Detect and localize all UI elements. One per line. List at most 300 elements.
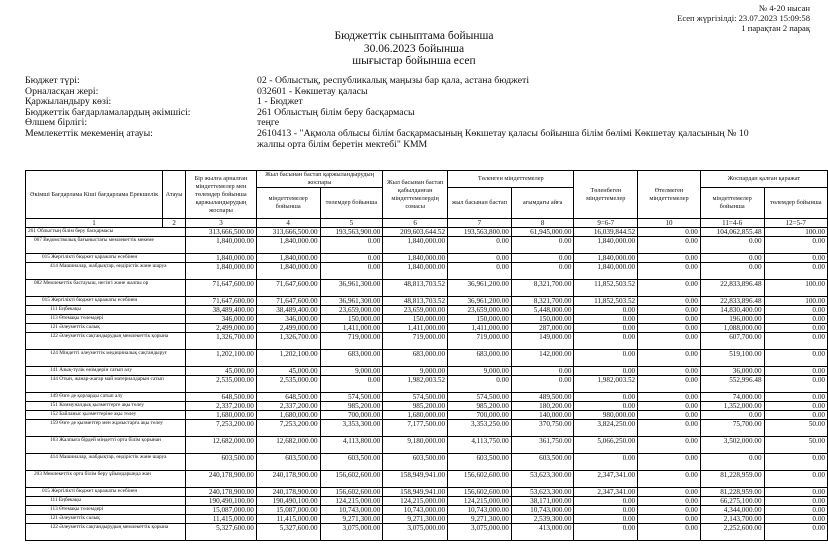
cell-value: 0.00 bbox=[700, 254, 764, 263]
cell-value: 1,982,003.52 bbox=[383, 376, 448, 393]
cell-value: 0.00 bbox=[764, 315, 827, 324]
cell-value: 1,840,000.00 bbox=[383, 237, 448, 254]
table-row bbox=[26, 315, 828, 324]
cell-value: 9,271,300.00 bbox=[320, 515, 383, 524]
cell-value: 4,113,750.00 bbox=[448, 437, 512, 454]
cell-value: 0.00 bbox=[764, 402, 827, 411]
column-number: 9=6-7 bbox=[574, 219, 638, 228]
column-number: 10 bbox=[638, 219, 701, 228]
cell-value: 0.00 bbox=[638, 280, 701, 297]
row-label bbox=[26, 411, 186, 420]
page-indicator: 1 парақтан 2 парақ bbox=[741, 23, 810, 33]
cell-value: 3,075,000.00 bbox=[383, 524, 448, 541]
cell-value: 700,000.00 bbox=[320, 411, 383, 420]
cell-value: 0.00 bbox=[764, 376, 827, 393]
table-row bbox=[26, 350, 828, 367]
cell-value: 1,982,003.52 bbox=[574, 376, 638, 393]
cell-value: 5,327,600.00 bbox=[256, 524, 320, 541]
cell-value: 0.00 bbox=[511, 367, 574, 376]
cell-value: 2,143,700.00 bbox=[700, 515, 764, 524]
cell-value: 0.00 bbox=[574, 524, 638, 541]
cell-value: 11,852,503.52 bbox=[574, 297, 638, 306]
cell-value: 9,000.00 bbox=[320, 367, 383, 376]
cell-value: 0.00 bbox=[764, 393, 827, 402]
col-group-paid: Төленген міндеттемелер bbox=[448, 171, 574, 188]
row-label bbox=[26, 324, 186, 333]
cell-value: 150,000.00 bbox=[320, 315, 383, 324]
cell-value: 3,353,250.00 bbox=[448, 420, 512, 437]
cell-value: 3,075,000.00 bbox=[448, 524, 512, 541]
row-label-text: 122 Әлеуметтік сақтандырудың мемлекеттік қорына bbox=[50, 333, 169, 339]
cell-value: 0.00 bbox=[511, 263, 574, 280]
row-label bbox=[26, 263, 186, 280]
cell-value: 0.00 bbox=[700, 454, 764, 471]
cell-value: 66,275,100.00 bbox=[700, 497, 764, 506]
cell-value: 0.00 bbox=[638, 411, 701, 420]
cell-value: 0.00 bbox=[638, 350, 701, 367]
cell-value: 0.00 bbox=[764, 488, 827, 497]
table-row bbox=[26, 471, 828, 488]
cell-value: 1,411,000.00 bbox=[448, 324, 512, 333]
cell-value: 683,000.00 bbox=[383, 350, 448, 367]
table-row bbox=[26, 376, 828, 393]
cell-value: 0.00 bbox=[764, 367, 827, 376]
cell-value: 0.00 bbox=[764, 333, 827, 350]
cell-value: 603,500.00 bbox=[320, 454, 383, 471]
cell-value: 1,840,000.00 bbox=[256, 254, 320, 263]
table-row bbox=[26, 263, 828, 280]
cell-value: 370,750.00 bbox=[511, 420, 574, 437]
cell-value: 552,996.48 bbox=[700, 376, 764, 393]
column-number-row bbox=[26, 219, 828, 228]
cell-value: 9,000.00 bbox=[383, 367, 448, 376]
cell-value: 0.00 bbox=[574, 306, 638, 315]
row-label-text: 015 Жергілікті бюджет қаражаты есебінен bbox=[42, 254, 138, 260]
cell-value: 10,743,000.00 bbox=[448, 506, 512, 515]
cell-value: 14,830,400.00 bbox=[700, 306, 764, 315]
cell-value: 10,743,000.00 bbox=[511, 506, 574, 515]
cell-value: 53,623,300.00 bbox=[511, 488, 574, 497]
cell-value: 0.00 bbox=[574, 497, 638, 506]
col-header-ytd-obligations: міндеттемелер бойынша bbox=[256, 188, 320, 219]
cell-value: 5,327,600.00 bbox=[186, 524, 257, 541]
cell-value: 0.00 bbox=[764, 306, 827, 315]
cell-value: 3,824,250.00 bbox=[574, 420, 638, 437]
cell-value: 0.00 bbox=[574, 402, 638, 411]
table-row bbox=[26, 437, 828, 454]
metadata-label: Өлшем бірлігі: bbox=[25, 117, 88, 129]
cell-value: 38,489,400.00 bbox=[256, 306, 320, 315]
cell-value: 0.00 bbox=[700, 263, 764, 280]
cell-value: 100.00 bbox=[764, 297, 827, 306]
cell-value: 36,961,300.00 bbox=[320, 297, 383, 306]
cell-value: 9,271,300.00 bbox=[448, 515, 512, 524]
table-row bbox=[26, 497, 828, 506]
cell-value: 413,000.00 bbox=[511, 524, 574, 541]
cell-value: 5,066,250.00 bbox=[574, 437, 638, 454]
cell-value: 683,000.00 bbox=[448, 350, 512, 367]
cell-value: 0.00 bbox=[638, 324, 701, 333]
cell-value: 240,178,900.00 bbox=[256, 488, 320, 497]
cell-value: 149,000.00 bbox=[511, 333, 574, 350]
cell-value: 100.00 bbox=[764, 280, 827, 297]
cell-value: 11,415,000.00 bbox=[186, 515, 257, 524]
cell-value: 1,352,000.00 bbox=[700, 402, 764, 411]
row-label bbox=[26, 420, 186, 437]
cell-value: 7,253,200.00 bbox=[186, 420, 257, 437]
col-header-rem-obligations: міндеттемелер бойынша bbox=[700, 188, 764, 219]
row-label bbox=[26, 350, 186, 367]
cell-value: 0.00 bbox=[764, 237, 827, 254]
cell-value: 11,415,000.00 bbox=[256, 515, 320, 524]
cell-value: 0.00 bbox=[638, 506, 701, 515]
cell-value: 0.00 bbox=[764, 497, 827, 506]
cell-value: 0.00 bbox=[638, 315, 701, 324]
cell-value: 156,602,600.00 bbox=[320, 471, 383, 488]
cell-value: 124,215,000.00 bbox=[383, 497, 448, 506]
cell-value: 519,100.00 bbox=[700, 350, 764, 367]
cell-value: 1,202,100.00 bbox=[186, 350, 257, 367]
col-header-unpaid: Төленбеген міндеттемелер bbox=[574, 171, 638, 219]
cell-value: 574,500.00 bbox=[383, 393, 448, 402]
cell-value: 1,840,000.00 bbox=[186, 263, 257, 280]
row-label-text: 141 Азық-түлік өнімдерін сатып алу bbox=[50, 367, 133, 373]
cell-value: 346,000.00 bbox=[186, 315, 257, 324]
row-label bbox=[26, 506, 186, 515]
row-label bbox=[26, 471, 186, 488]
cell-value: 2,499,000.00 bbox=[186, 324, 257, 333]
row-label bbox=[26, 297, 186, 306]
cell-value: 100.00 bbox=[764, 228, 827, 237]
cell-value: 7,253,200.00 bbox=[256, 420, 320, 437]
cell-value: 603,500.00 bbox=[511, 454, 574, 471]
cell-value: 71,647,600.00 bbox=[186, 280, 257, 297]
cell-value: 0.00 bbox=[320, 376, 383, 393]
cell-value: 346,000.00 bbox=[256, 315, 320, 324]
cell-value: 240,178,900.00 bbox=[256, 471, 320, 488]
metadata-value: 2610413 - "Ақмола облысы білім басқармасының Көкшетау қаласы бойынша білім бөлімі Көкшетау қаласының № 10 жалпы орта білім беретін мектебі" КММ bbox=[257, 127, 749, 150]
cell-value: 22,833,896.48 bbox=[700, 297, 764, 306]
row-label-text: 159 Өзге де қызметтер мен жұмыстарға ақы төлеу bbox=[50, 420, 164, 426]
row-label-text: 121 Әлеуметтік салық bbox=[50, 324, 100, 330]
cell-value: 0.00 bbox=[574, 367, 638, 376]
cell-value: 23,659,000.00 bbox=[383, 306, 448, 315]
col-header-paid-ytd: жыл басынан бастап bbox=[448, 188, 512, 219]
cell-value: 0.00 bbox=[764, 524, 827, 541]
cell-value: 648,500.00 bbox=[186, 393, 257, 402]
cell-value: 719,000.00 bbox=[320, 333, 383, 350]
cell-value: 1,840,000.00 bbox=[256, 263, 320, 280]
cell-value: 985,200.00 bbox=[448, 402, 512, 411]
row-label-text: 124 Міндетті әлеуметтік медициналық сақтандыруғ bbox=[50, 350, 167, 356]
cell-value: 12,682,000.00 bbox=[186, 437, 257, 454]
table-row bbox=[26, 228, 828, 237]
column-number: 8 bbox=[511, 219, 574, 228]
cell-value: 12,682,000.00 bbox=[256, 437, 320, 454]
col-header-paid-month: ағымдағы айға bbox=[511, 188, 574, 219]
cell-value: 50.00 bbox=[764, 437, 827, 454]
table-row bbox=[26, 515, 828, 524]
table-row bbox=[26, 454, 828, 471]
cell-value: 0.00 bbox=[638, 367, 701, 376]
cell-value: 61,945,000.00 bbox=[511, 228, 574, 237]
cell-value: 0.00 bbox=[764, 263, 827, 280]
cell-value: 156,602,600.00 bbox=[320, 488, 383, 497]
cell-value: 0.00 bbox=[700, 411, 764, 420]
column-number: 12=5-7 bbox=[764, 219, 827, 228]
cell-value: 313,666,500.00 bbox=[186, 228, 257, 237]
col-group-ytd-plan: Жыл басынан бастап қаржыландырудың жоспары bbox=[256, 171, 382, 188]
cell-value: 9,180,000.00 bbox=[383, 437, 448, 454]
cell-value: 0.00 bbox=[638, 376, 701, 393]
cell-value: 0.00 bbox=[764, 350, 827, 367]
cell-value: 1,840,000.00 bbox=[256, 237, 320, 254]
table-row bbox=[26, 237, 828, 254]
cell-value: 0.00 bbox=[764, 324, 827, 333]
cell-value: 1,680,000.00 bbox=[383, 411, 448, 420]
cell-value: 190,490,100.00 bbox=[256, 497, 320, 506]
row-label bbox=[26, 454, 186, 471]
metadata-label: Мемлекеттік мекеменің атауы: bbox=[25, 127, 153, 139]
cell-value: 23,659,000.00 bbox=[320, 306, 383, 315]
column-number: 6 bbox=[383, 219, 448, 228]
cell-value: 0.00 bbox=[574, 506, 638, 515]
cell-value: 4,113,800.00 bbox=[320, 437, 383, 454]
cell-value: 16,039,844.52 bbox=[574, 228, 638, 237]
cell-value: 3,502,000.00 bbox=[700, 437, 764, 454]
cell-value: 607,700.00 bbox=[700, 333, 764, 350]
col-header-name: Атауы bbox=[163, 171, 186, 219]
row-label bbox=[26, 228, 186, 237]
cell-value: 0.00 bbox=[638, 254, 701, 263]
cell-value: 10,743,000.00 bbox=[320, 506, 383, 515]
report-timestamp: Есеп жүргізілді: 23.07.2023 15:09:58 bbox=[677, 13, 810, 23]
title-line-2: 30.06.2023 бойынша bbox=[363, 42, 465, 55]
report-header-info bbox=[677, 3, 810, 33]
cell-value: 81,228,959.00 bbox=[700, 471, 764, 488]
cell-value: 0.00 bbox=[700, 237, 764, 254]
cell-value: 196,000.00 bbox=[700, 315, 764, 324]
cell-value: 719,000.00 bbox=[383, 333, 448, 350]
cell-value: 0.00 bbox=[574, 333, 638, 350]
cell-value: 0.00 bbox=[574, 350, 638, 367]
cell-value: 1,326,700.00 bbox=[186, 333, 257, 350]
cell-value: 193,563,900.00 bbox=[320, 228, 383, 237]
cell-value: 2,337,200.00 bbox=[256, 402, 320, 411]
row-label-text: 149 Өзге де қорларды сатып алу bbox=[50, 393, 123, 399]
cell-value: 2,347,341.00 bbox=[574, 471, 638, 488]
cell-value: 574,500.00 bbox=[320, 393, 383, 402]
cell-value: 1,840,000.00 bbox=[383, 254, 448, 263]
form-number: № 4-20 нысан bbox=[759, 3, 810, 13]
cell-value: 683,000.00 bbox=[320, 350, 383, 367]
row-label-text: 082 Мемлекеттік бастауыш, негізгі және жалпы ор bbox=[34, 280, 149, 286]
cell-value: 209,603,644.52 bbox=[383, 228, 448, 237]
row-label bbox=[26, 333, 186, 350]
cell-value: 36,961,200.00 bbox=[448, 280, 512, 297]
cell-value: 48,813,703.52 bbox=[383, 297, 448, 306]
cell-value: 361,750.00 bbox=[511, 437, 574, 454]
cell-value: 8,321,700.00 bbox=[511, 280, 574, 297]
cell-value: 1,840,000.00 bbox=[574, 254, 638, 263]
cell-value: 190,490,100.00 bbox=[186, 497, 257, 506]
cell-value: 0.00 bbox=[638, 263, 701, 280]
row-label bbox=[26, 315, 186, 324]
col-group-remaining: Жоспардан қалған қаражат bbox=[700, 171, 827, 188]
column-number: 5 bbox=[320, 219, 383, 228]
cell-value: 0.00 bbox=[764, 506, 827, 515]
cell-value: 124,215,000.00 bbox=[320, 497, 383, 506]
cell-value: 0.00 bbox=[638, 393, 701, 402]
cell-value: 1,202,100.00 bbox=[256, 350, 320, 367]
col-header-rem-payments: төлемдер бойынша bbox=[764, 188, 827, 219]
cell-value: 0.00 bbox=[574, 515, 638, 524]
cell-value: 5,448,000.00 bbox=[511, 306, 574, 315]
column-number: 1 bbox=[26, 219, 163, 228]
cell-value: 50.00 bbox=[764, 420, 827, 437]
cell-value: 0.00 bbox=[511, 376, 574, 393]
cell-value: 0.00 bbox=[638, 228, 701, 237]
cell-value: 1,840,000.00 bbox=[383, 263, 448, 280]
cell-value: 150,000.00 bbox=[511, 315, 574, 324]
cell-value: 0.00 bbox=[764, 254, 827, 263]
cell-value: 75,700.00 bbox=[700, 420, 764, 437]
row-label-text: 163 Жалпыға бірдей міндетті орта білім қорынан bbox=[50, 437, 161, 443]
cell-value: 0.00 bbox=[448, 254, 512, 263]
row-label-text: 111 Еңбекақы bbox=[50, 497, 81, 503]
cell-value: 71,647,600.00 bbox=[256, 297, 320, 306]
cell-value: 0.00 bbox=[638, 297, 701, 306]
cell-value: 0.00 bbox=[764, 454, 827, 471]
cell-value: 719,000.00 bbox=[448, 333, 512, 350]
cell-value: 7,177,500.00 bbox=[383, 420, 448, 437]
cell-value: 287,000.00 bbox=[511, 324, 574, 333]
cell-value: 1,840,000.00 bbox=[574, 263, 638, 280]
cell-value: 0.00 bbox=[764, 515, 827, 524]
metadata-label: Бюджеттік бағдарламалардың әкімшісі: bbox=[25, 106, 191, 118]
cell-value: 9,000.00 bbox=[448, 367, 512, 376]
row-label-text: 151 Коммуналдық қызметтерге ақы төлеу bbox=[50, 402, 145, 408]
cell-value: 0.00 bbox=[638, 237, 701, 254]
cell-value: 0.00 bbox=[448, 237, 512, 254]
cell-value: 985,200.00 bbox=[383, 402, 448, 411]
cell-value: 2,535,000.00 bbox=[186, 376, 257, 393]
cell-value: 15,087,000.00 bbox=[186, 506, 257, 515]
cell-value: 0.00 bbox=[448, 263, 512, 280]
column-number: 7 bbox=[448, 219, 512, 228]
metadata-value: теңге bbox=[257, 117, 280, 129]
cell-value: 38,171,000.00 bbox=[511, 497, 574, 506]
cell-value: 0.00 bbox=[764, 411, 827, 420]
table-row bbox=[26, 333, 828, 350]
cell-value: 2,539,300.00 bbox=[511, 515, 574, 524]
cell-value: 0.00 bbox=[574, 315, 638, 324]
row-label bbox=[26, 367, 186, 376]
row-label bbox=[26, 393, 186, 402]
cell-value: 104,062,855.48 bbox=[700, 228, 764, 237]
cell-value: 53,623,300.00 bbox=[511, 471, 574, 488]
cell-value: 603,500.00 bbox=[256, 454, 320, 471]
row-label-text: 203 Мемлекеттік орта білім беру ұйымдарында жан bbox=[34, 471, 151, 477]
cell-value: 3,353,300.00 bbox=[320, 420, 383, 437]
row-label-text: 113 Өтемақы төлемдері bbox=[50, 506, 104, 512]
table-row bbox=[26, 367, 828, 376]
metadata-row bbox=[25, 76, 757, 87]
row-label-text: 111 Еңбекақы bbox=[50, 306, 81, 312]
cell-value: 142,000.00 bbox=[511, 350, 574, 367]
cell-value: 603,500.00 bbox=[448, 454, 512, 471]
row-label-text: 015 Жергілікті бюджет қаражаты есебінен bbox=[42, 297, 138, 303]
row-label-text: 067 Ведомстволық бағыныстағы мемлекеттік мекеме bbox=[34, 237, 154, 243]
row-label-text: 113 Өтемақы төлемдері bbox=[50, 315, 104, 321]
cell-value: 0.00 bbox=[320, 254, 383, 263]
cell-value: 156,602,600.00 bbox=[448, 488, 512, 497]
row-label bbox=[26, 376, 186, 393]
metadata-value: 261 Облыстың білім беру басқармасы bbox=[257, 106, 415, 118]
row-label-text: 121 Әлеуметтік салық bbox=[50, 515, 100, 521]
cell-value: 0.00 bbox=[638, 515, 701, 524]
cell-value: 8,321,700.00 bbox=[511, 297, 574, 306]
cell-value: 0.00 bbox=[638, 437, 701, 454]
cell-value: 11,852,503.52 bbox=[574, 280, 638, 297]
cell-value: 0.00 bbox=[320, 237, 383, 254]
cell-value: 38,489,400.00 bbox=[186, 306, 257, 315]
metadata-label: Қаржыландыру көзі: bbox=[25, 96, 112, 108]
cell-value: 81,228,959.00 bbox=[700, 488, 764, 497]
title-line-3: шығыстар бойынша есеп bbox=[352, 55, 476, 67]
cell-value: 603,500.00 bbox=[186, 454, 257, 471]
col-header-code: Әкімші Бағдарлама Кіші бағдарлама Ерекшелік bbox=[26, 171, 163, 219]
cell-value: 0.00 bbox=[638, 306, 701, 315]
cell-value: 313,666,500.00 bbox=[256, 228, 320, 237]
row-label bbox=[26, 254, 186, 263]
metadata-value: 02 - Облыстық, республикалық маңызы бар қала, астана бюджеті bbox=[257, 75, 530, 86]
table-row bbox=[26, 280, 828, 297]
col-header-accepted: Жыл басынан бастап қабылданған міндеттемелердің сомасы bbox=[383, 171, 448, 219]
cell-value: 45,000.00 bbox=[256, 367, 320, 376]
row-label-text: 152 Байланыс қызметтеріне ақы төлеу bbox=[50, 411, 137, 417]
cell-value: 985,200.00 bbox=[320, 402, 383, 411]
column-number: 4 bbox=[256, 219, 320, 228]
row-label-text: 414 Машиналар, жабдықтар, өндірістік және шаруа bbox=[50, 263, 167, 269]
row-label-text: 261 Облыстың білім беру басқармасы bbox=[28, 228, 114, 234]
cell-value: 1,840,000.00 bbox=[186, 237, 257, 254]
row-label bbox=[26, 488, 186, 497]
table-row bbox=[26, 488, 828, 497]
title-line-1: Бюджеттік сыныптама бойынша bbox=[334, 30, 494, 42]
cell-value: 1,088,000.00 bbox=[700, 324, 764, 333]
cell-value: 0.00 bbox=[574, 324, 638, 333]
row-label-text: 015 Жергілікті бюджет қаражаты есебінен bbox=[42, 488, 138, 494]
cell-value: 150,000.00 bbox=[448, 315, 512, 324]
cell-value: 2,337,200.00 bbox=[186, 402, 257, 411]
cell-value: 2,252,600.00 bbox=[700, 524, 764, 541]
cell-value: 2,499,000.00 bbox=[256, 324, 320, 333]
cell-value: 158,949,941.00 bbox=[383, 488, 448, 497]
row-label bbox=[26, 497, 186, 506]
cell-value: 1,326,700.00 bbox=[256, 333, 320, 350]
cell-value: 3,075,000.00 bbox=[320, 524, 383, 541]
report-title bbox=[0, 30, 828, 68]
col-header-unredeemed: Өтелмеген міндеттемелер bbox=[638, 171, 701, 219]
cell-value: 0.00 bbox=[448, 376, 512, 393]
metadata-row bbox=[25, 129, 757, 150]
cell-value: 150,000.00 bbox=[383, 315, 448, 324]
cell-value: 0.00 bbox=[638, 524, 701, 541]
cell-value: 0.00 bbox=[574, 454, 638, 471]
metadata-value: 1 - Бюджет bbox=[257, 96, 303, 108]
row-label bbox=[26, 280, 186, 297]
